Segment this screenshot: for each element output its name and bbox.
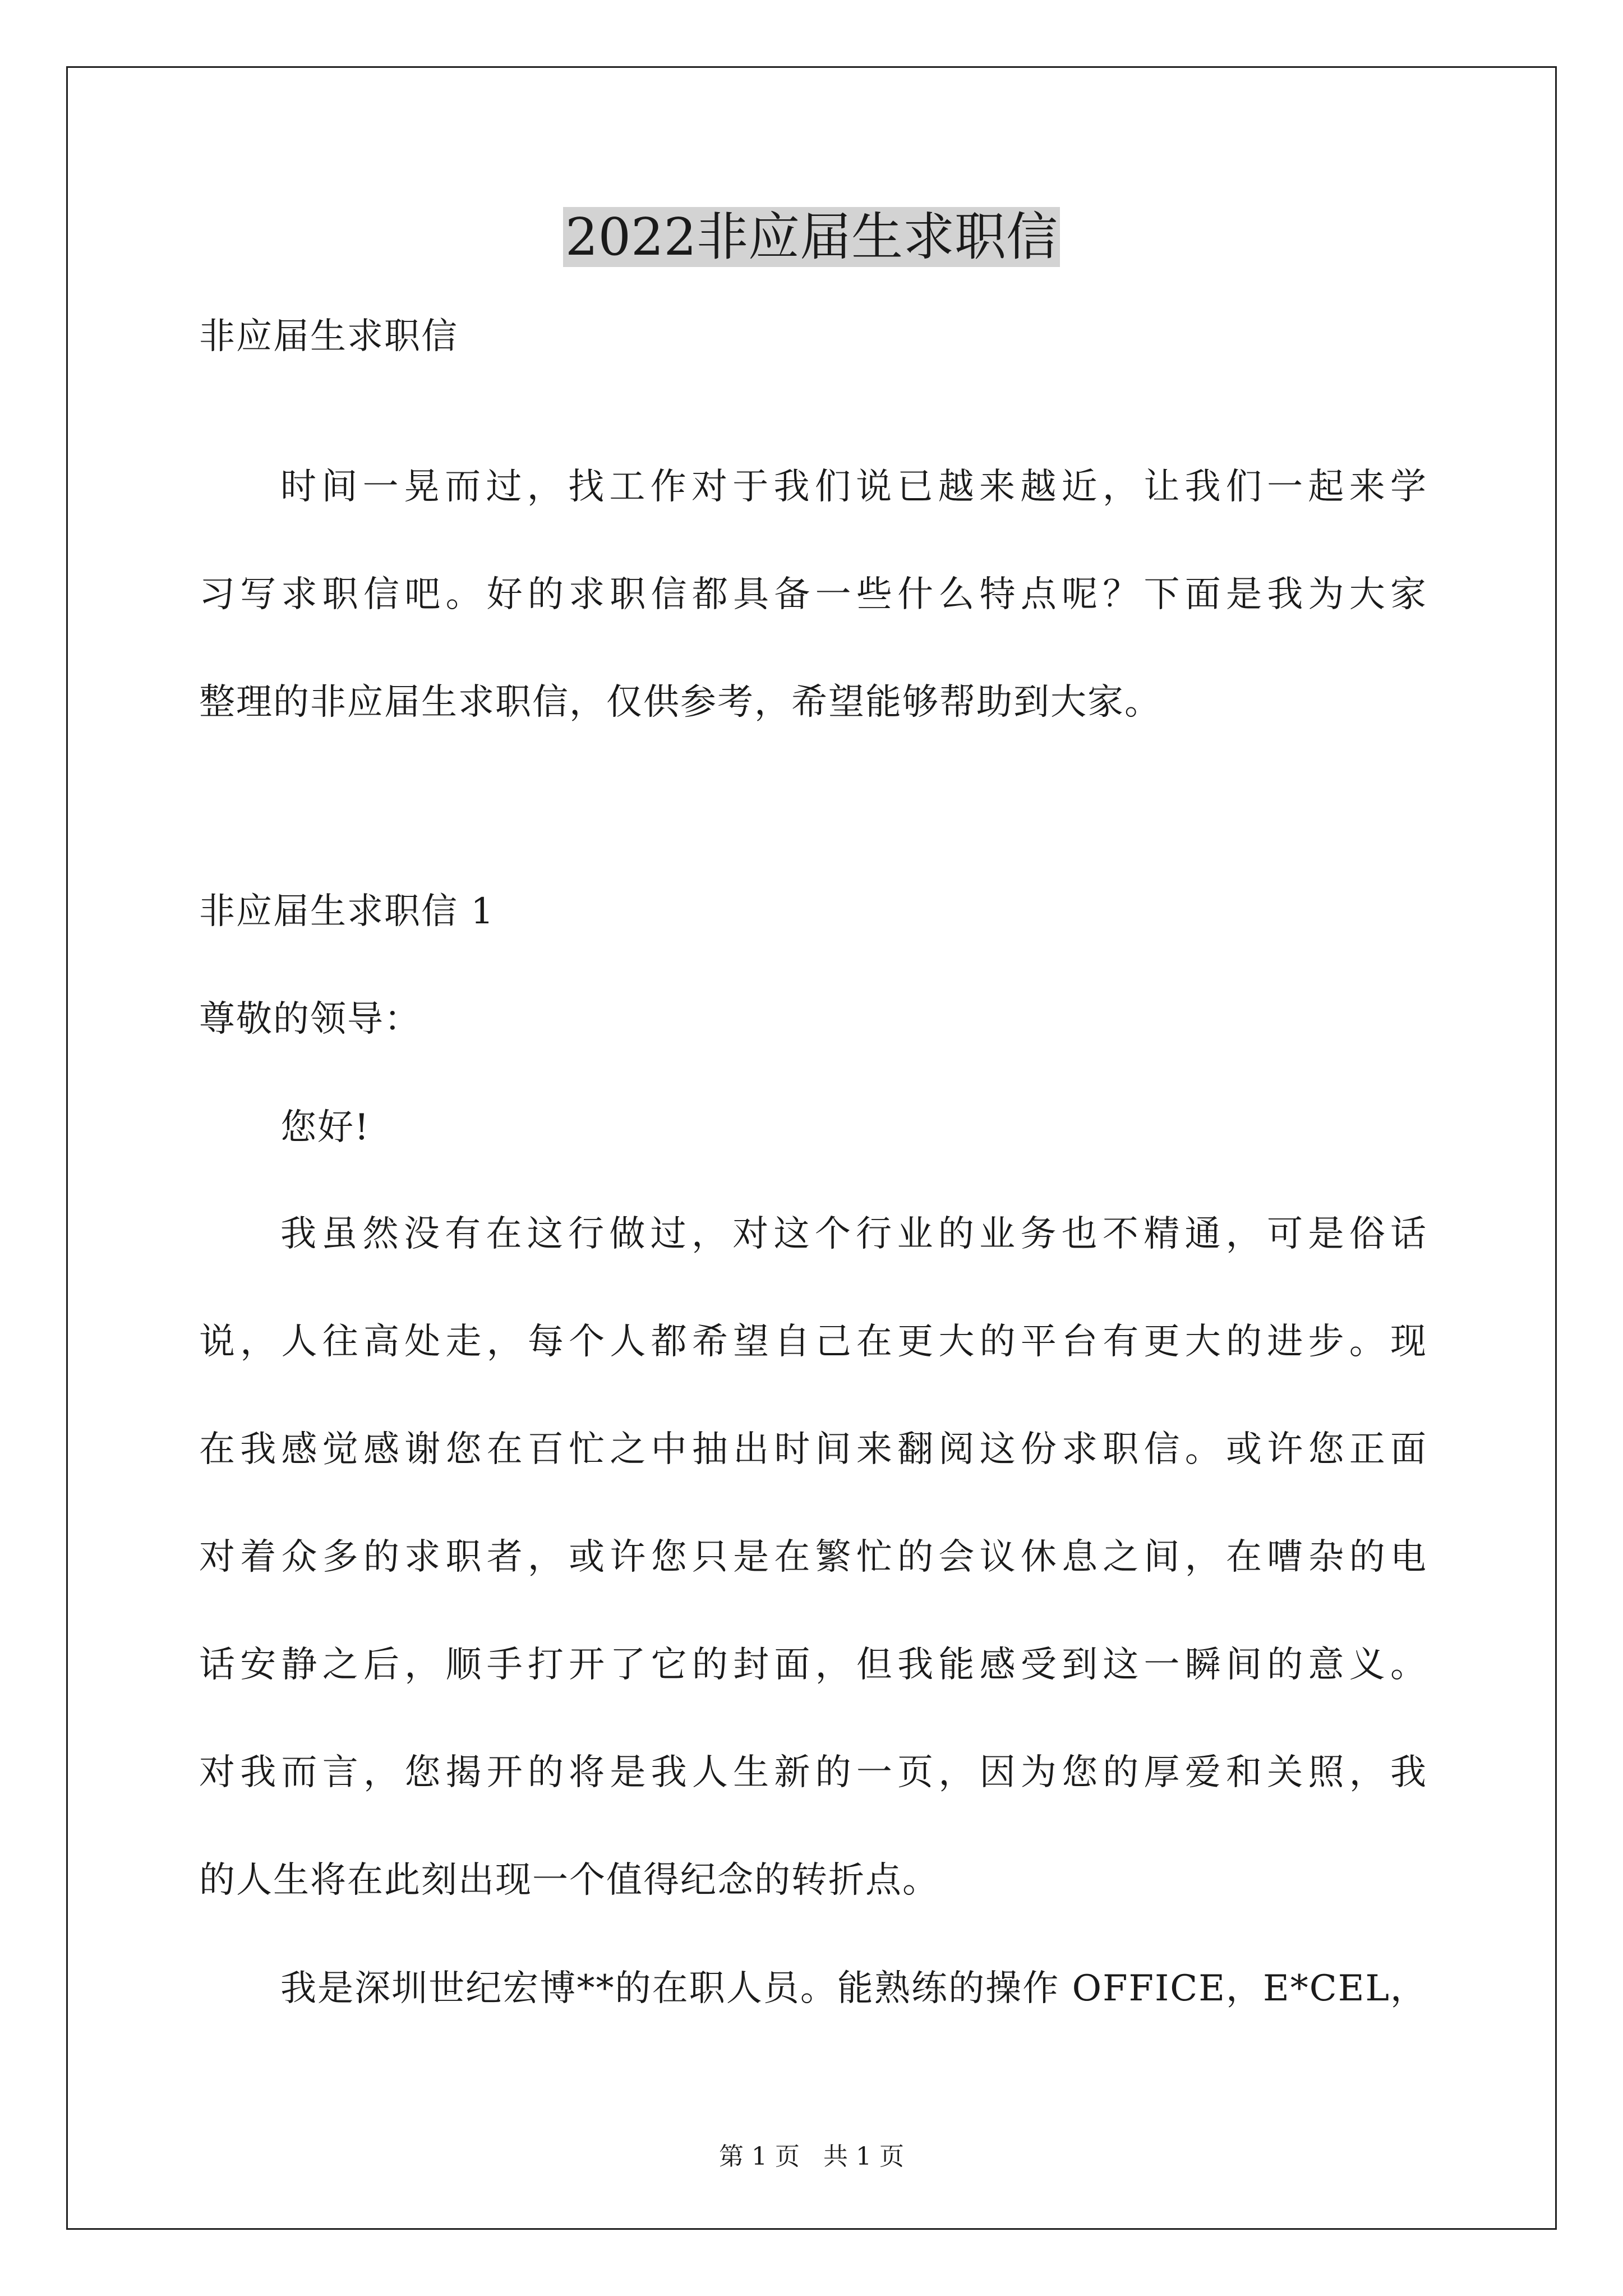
body-line: 的人生将在此刻出现一个值得纪念的转折点。 <box>199 1860 939 1901</box>
body-line: 我虽然没有在这行做过，对这个行业的业务也不精通，可是俗话 <box>280 1213 1427 1255</box>
document-title <box>0 199 1623 275</box>
body-line: 我是深圳世纪宏博**的在职人员。能熟练的操作 OFFICE，E*CEL， <box>280 1968 1427 2009</box>
document-title-text: 2022非应届生求职信 <box>563 207 1060 267</box>
greeting: 您好! <box>280 1107 370 1148</box>
page-footer: 第 1 页 共 1 页 <box>719 2142 904 2171</box>
intro-line: 整理的非应届生求职信，仅供参考，希望能够帮助到大家。 <box>199 682 1161 723</box>
body-line: 说，人往高处走，每个人都希望自己在更大的平台有更大的进步。现 <box>199 1321 1427 1363</box>
intro-line: 时间一晃而过，找工作对于我们说已越来越近，让我们一起来学 <box>280 466 1427 508</box>
body-line: 对着众多的求职者，或许您只是在繁忙的会议休息之间，在嘈杂的电 <box>199 1536 1427 1578</box>
body-line: 话安静之后，顺手打开了它的封面，但我能感受到这一瞬间的意义。 <box>199 1644 1427 1686</box>
body-line: 对我而言，您揭开的将是我人生新的一页，因为您的厚爱和关照，我 <box>199 1752 1427 1793</box>
body-line: 在我感觉感谢您在百忙之中抽出时间来翻阅这份求职信。或许您正面 <box>199 1429 1427 1470</box>
intro-line: 习写求职信吧。好的求职信都具备一些什么特点呢？下面是我为大家 <box>199 574 1427 615</box>
document-subtitle: 非应届生求职信 <box>199 316 458 357</box>
section-heading: 非应届生求职信 1 <box>199 891 495 932</box>
salutation: 尊敬的领导： <box>199 999 421 1040</box>
